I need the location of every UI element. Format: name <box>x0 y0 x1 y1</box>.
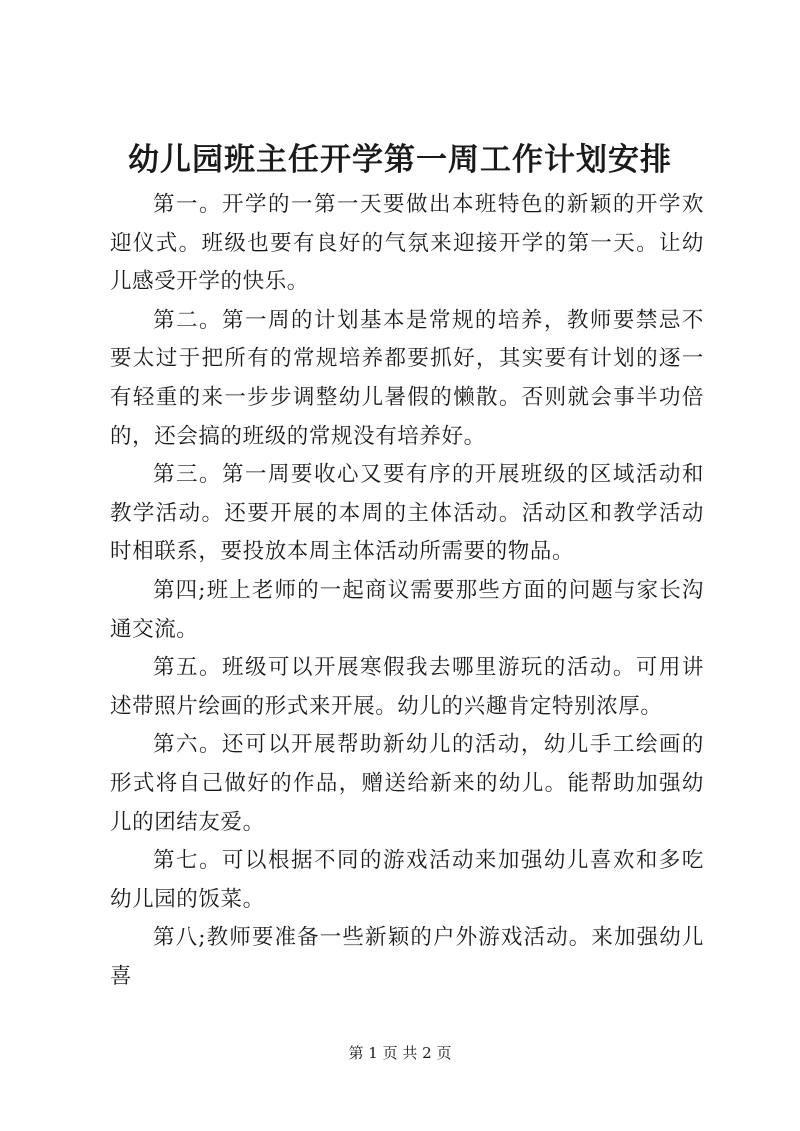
page-number-footer: 第 1 页 共 2 页 <box>348 1044 452 1062</box>
paragraph-3: 第三。第一周要收心又要有序的开展班级的区域活动和教学活动。还要开展的本周的主体活动。活动区和教学活动时相联系，要投放本周主体活动所需要的物品。 <box>110 462 704 565</box>
paragraph-6: 第六。还可以开展帮助新幼儿的活动，幼儿手工绘画的形式将自己做好的作品，赠送给新来的幼儿。能帮助加强幼儿的团结友爱。 <box>110 732 704 835</box>
document-body <box>110 186 704 996</box>
paragraph-2: 第二。第一周的计划基本是常规的培养，教师要禁忌不要太过于把所有的常规培养都要抓好，其实要有计划的逐一有轻重的来一步步调整幼儿暑假的懒散。否则就会事半功倍的，还会搞的班级的常规没有培养好。 <box>110 307 704 449</box>
document-title: 幼儿园班主任开学第一周工作计划安排 <box>128 142 672 178</box>
paragraph-4: 第四;班上老师的一起商议需要那些方面的问题与家长沟通交流。 <box>110 577 704 642</box>
paragraph-7: 第七。可以根据不同的游戏活动来加强幼儿喜欢和多吃幼儿园的饭菜。 <box>110 848 704 912</box>
paragraph-1: 第一。开学的一第一天要做出本班特色的新颖的开学欢迎仪式。班级也要有良好的气氛来迎接开学的第一天。让幼儿感受开学的快乐。 <box>110 192 704 295</box>
paragraph-5: 第五。班级可以开展寒假我去哪里游玩的活动。可用讲述带照片绘画的形式来开展。幼儿的兴趣肯定特别浓厚。 <box>110 655 704 719</box>
paragraph-8: 第八;教师要准备一些新颖的户外游戏活动。来加强幼儿喜 <box>110 925 704 989</box>
